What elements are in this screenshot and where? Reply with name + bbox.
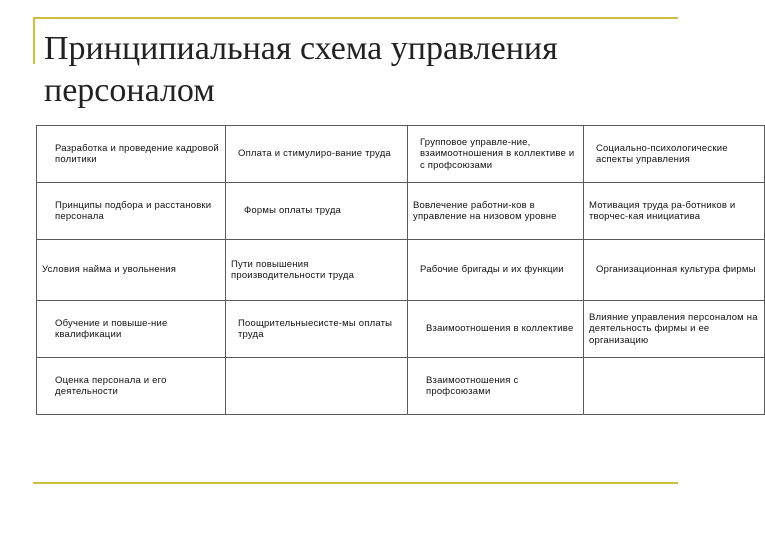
table-cell: Организационная культура фирмы — [584, 240, 765, 301]
table-cell: Принципы подбора и расстановки персонала — [37, 183, 226, 240]
table-cell: Взаимоотношения с профсоюзами — [408, 358, 584, 415]
table-cell: Вовлечение работни-ков в управление на низовом уровне — [408, 183, 584, 240]
table-row — [37, 126, 765, 183]
table-cell: Социально-психологические аспекты управления — [584, 126, 765, 183]
management-scheme-table — [36, 125, 765, 415]
side-accent-rule — [33, 17, 35, 64]
table-row — [37, 240, 765, 301]
table-cell: Влияние управления персоналом на деятельность фирмы и ее организацию — [584, 301, 765, 358]
slide-title: Принципиальная схема управления персоналом — [44, 30, 558, 109]
table-cell: Рабочие бригады и их функции — [408, 240, 584, 301]
table-row — [37, 301, 765, 358]
table-cell: Поощрительныесисте-мы оплаты труда — [226, 301, 408, 358]
table-cell: Оплата и стимулиро-вание труда — [226, 126, 408, 183]
table-cell: Условия найма и увольнения — [37, 240, 226, 301]
table-cell: Пути повышения производительности труда — [226, 240, 408, 301]
bottom-accent-rule — [33, 482, 678, 484]
table-cell — [226, 358, 408, 415]
top-accent-rule — [33, 17, 678, 19]
table-cell: Формы оплаты труда — [226, 183, 408, 240]
table-cell: Взаимоотношения в коллективе — [408, 301, 584, 358]
table-cell: Групповое управле-ние, взаимоотношения в коллективе и с профсоюзами — [408, 126, 584, 183]
table-row — [37, 358, 765, 415]
table-cell: Оценка персонала и его деятельности — [37, 358, 226, 415]
table-cell: Обучение и повыше-ние квалификации — [37, 301, 226, 358]
table-cell: Разработка и проведение кадровой политики — [37, 126, 226, 183]
table-row — [37, 183, 765, 240]
table-cell: Мотивация труда ра-ботников и творчес-кая инициатива — [584, 183, 765, 240]
table-cell — [584, 358, 765, 415]
